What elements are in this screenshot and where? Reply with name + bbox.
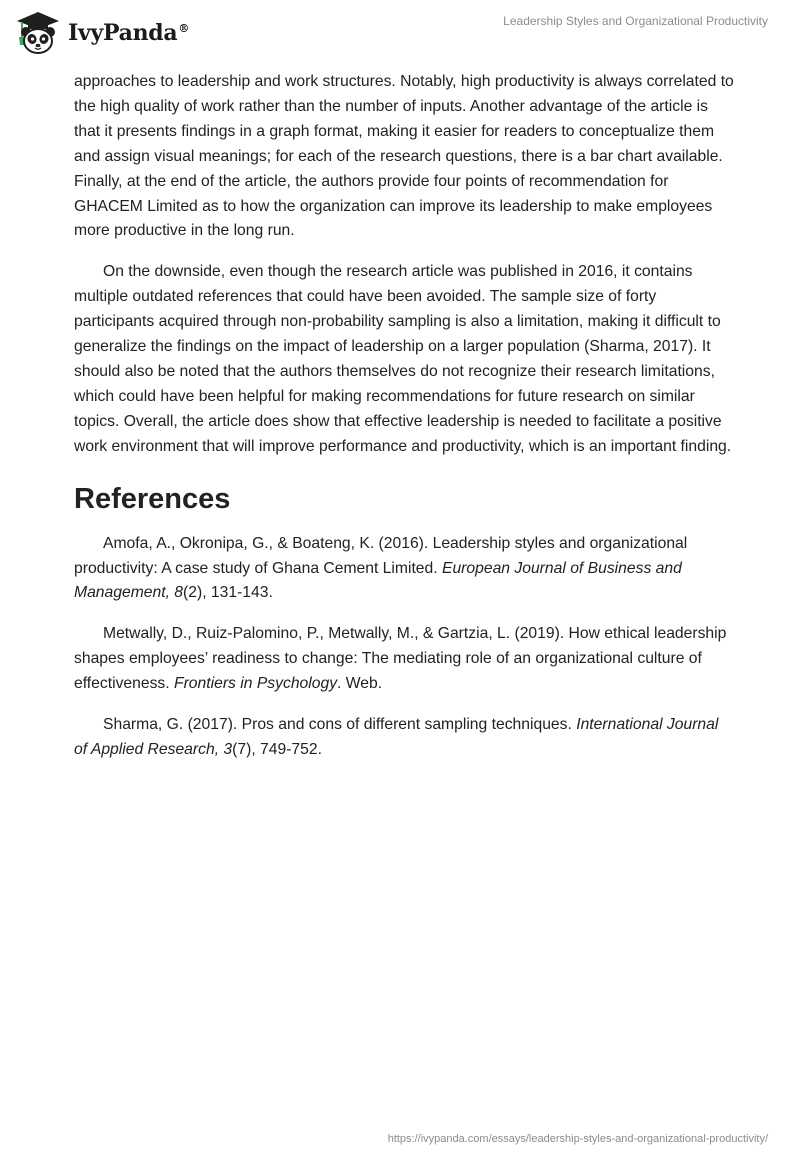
body-paragraph: approaches to leadership and work structures. Notably, high productivity is always correlated to the high quality of work rather than the number of inputs. Another advantage of the article is that it presents findings in a graph format, making it easier for readers to conceptualize them and assign visual meanings; for each of the research questions, there is a bar chart available. Finally, at the end of the article, the authors provide four points of recommendation for GHACEM Limited as to how the organization can improve its leadership to make employees more productive in the long run. bbox=[74, 73, 734, 240]
journal-title: Frontiers in Psychology bbox=[174, 675, 338, 693]
logo-wordmark: IvyPanda® bbox=[68, 20, 190, 46]
journal-title: International Journal of Applied Research, 3 bbox=[74, 716, 719, 758]
ivypanda-logo[interactable] bbox=[14, 8, 204, 58]
source-url-link[interactable]: https://ivypanda.com/essays/leadership-styles-and-organizational-productivity/ bbox=[387, 1133, 768, 1145]
journal-title: European Journal of Business and Management, 8 bbox=[74, 559, 682, 602]
reference-entry: Amofa, A., Okronipa, G., & Boateng, K. (2016). Leadership styles and organizational productivity: A case study of Ghana Cement Limited. European Journal of Business and Management, 8(2), 131-143. bbox=[74, 534, 688, 602]
document-body bbox=[74, 70, 734, 779]
reference-entry: Metwally, D., Ruiz-Palomino, P., Metwally, M., & Gartzia, L. (2019). How ethical leadership shapes employees’ readiness to change: The mediating role of an organizational culture of effectiveness. Frontiers in Psychology. Web. bbox=[74, 625, 727, 693]
panda-graduate-icon bbox=[14, 9, 62, 57]
references-heading: References bbox=[74, 482, 231, 515]
body-paragraph: On the downside, even though the research article was published in 2016, it contains multiple outdated references that could have been avoided. The sample size of forty participants acquired through non-probability sampling is also a limitation, making it difficult to generalize the findings on the impact of leadership on a larger population (Sharma, 2017). It should also be noted that the authors themselves do not recognize their research limitations, which could have been helpful for making recommendations for future research on similar topics. Overall, the article does show that effective leadership is needed to facilitate a positive work environment that will improve performance and productivity, which is an important finding. bbox=[74, 263, 732, 455]
reference-entry: Sharma, G. (2017). Pros and cons of different sampling techniques. International Journal of Applied Research, 3(7), 749-752. bbox=[74, 716, 719, 758]
running-head: Leadership Styles and Organizational Productivity bbox=[503, 14, 768, 28]
page-header bbox=[0, 0, 800, 70]
